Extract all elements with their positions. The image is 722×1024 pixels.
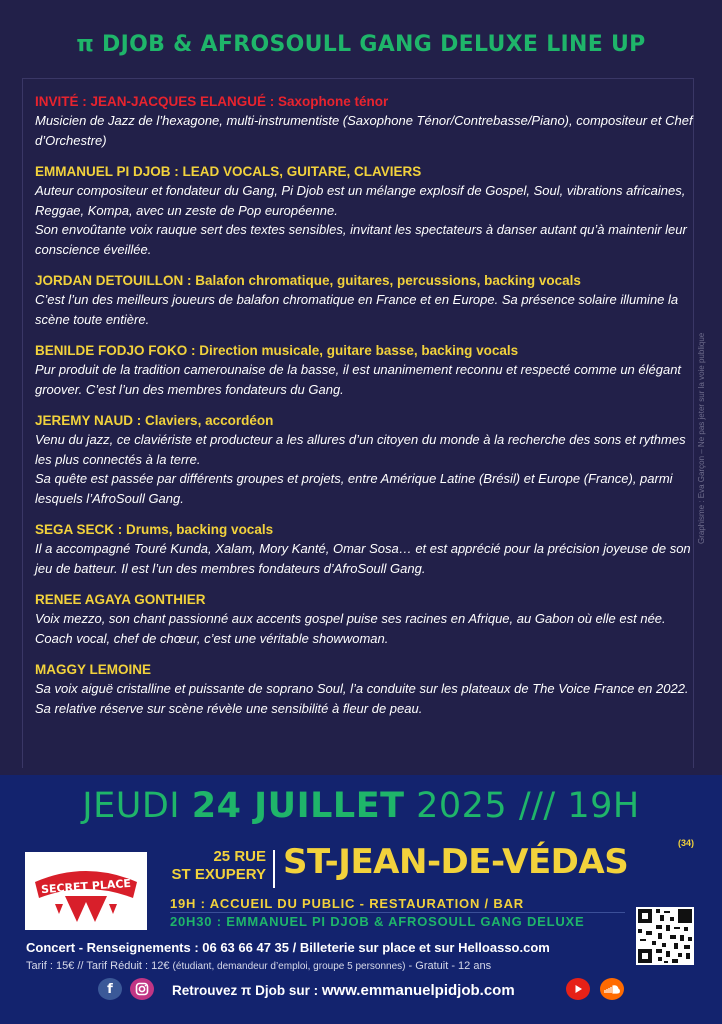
- qr-code-icon: [636, 907, 694, 965]
- description-paragraph: Sa quête est passée par différents groupes et projets, entre Amérique Latine (Brésil) et Europe (France), parmi lesquels l’AfroSoull Gang.: [35, 471, 673, 506]
- description-paragraph: Auteur compositeur et fondateur du Gang, Pi Djob est un mélange explosif de Gospel, Soul, vibrations africaines, Reggae, Kompa, avec un zeste de Pop européenne.: [35, 183, 686, 218]
- member-description: [35, 679, 695, 718]
- member-heading: [35, 341, 695, 360]
- member-entry: [35, 162, 695, 259]
- program-line-2: 20H30 : EMMANUEL PI DJOB & AFROSOULL GANG DELUXE: [170, 914, 585, 929]
- tarif-free: - Gratuit - 12 ans: [405, 960, 492, 972]
- lineup-list: [35, 92, 695, 730]
- facebook-icon[interactable]: f: [98, 978, 122, 1000]
- member-role: : Balafon chromatique, guitares, percussions, backing vocals: [183, 273, 581, 288]
- description-paragraph: Musicien de Jazz de l’hexagone, multi-instrumentiste (Saxophone Ténor/Contrebasse/Piano), compositeur et Chef d’Orchestre): [35, 113, 693, 148]
- description-paragraph: C’est l’un des meilleurs joueurs de balafon chromatique en France et en Europe. Sa présence solaire illumine la scène toute entière.: [35, 292, 679, 327]
- address-divider: [273, 850, 275, 888]
- secret-place-logo: [25, 852, 147, 930]
- address-line-2: ST EXUPERY: [171, 866, 266, 883]
- member-entry: [35, 271, 695, 329]
- member-entry: [35, 92, 695, 150]
- member-role: : Drums, backing vocals: [114, 522, 274, 537]
- date-suffix: 2025 /// 19H: [404, 786, 640, 826]
- member-name: JORDAN DETOUILLON: [35, 273, 184, 288]
- city-name: ST-JEAN-DE-VÉDAS: [283, 842, 629, 882]
- description-paragraph: Venu du jazz, ce claviériste et producteur a les allures d’un citoyen du monde à la recherche des sons et rythmes les plus connectés à la terre.: [35, 432, 686, 467]
- member-entry: [35, 520, 695, 578]
- soundcloud-icon[interactable]: [600, 978, 624, 1000]
- member-name: MAGGY LEMOINE: [35, 662, 152, 677]
- member-description: [35, 290, 695, 329]
- contact-line: Concert - Renseignements : 06 63 66 47 35 / Billeterie sur place et sur Helloasso.com: [26, 940, 550, 955]
- member-entry: [35, 411, 695, 508]
- member-heading: [35, 520, 695, 539]
- member-name: RENEE AGAYA GONTHIER: [35, 592, 206, 607]
- description-paragraph: Son envoûtante voix rauque sert des textes sensibles, invitant les spectateurs à danser autant qu’à maintenir leur conscience éveillée.: [35, 222, 687, 257]
- member-role: : Claviers, accordéon: [133, 413, 274, 428]
- address-line-1: 25 RUE: [213, 848, 266, 865]
- member-heading: [35, 411, 695, 430]
- youtube-icon[interactable]: [566, 978, 590, 1000]
- member-description: [35, 609, 695, 648]
- address: [150, 848, 266, 884]
- credit-text: Graphisme : Eva Garçon – Ne pas jeter sur la voie publique: [697, 332, 706, 544]
- member-role: : Saxophone ténor: [266, 94, 389, 109]
- description-paragraph: Sa voix aiguë cristalline et puissante de soprano Soul, l’a conduite sur les plateaux de The Voice France en 2022. Sa relative réserve sur scène révèle une sensibilité à fleur de peau.: [35, 681, 689, 716]
- logo-text: SECRET PLACE: [40, 876, 132, 897]
- date-prefix: JEUDI: [82, 786, 192, 826]
- instagram-icon[interactable]: [130, 978, 154, 1000]
- member-description: [35, 181, 695, 259]
- website-label: Retrouvez π Djob sur :: [172, 983, 322, 998]
- member-heading: [35, 590, 695, 609]
- member-name: INVITÉ : JEAN-JACQUES ELANGUÉ: [35, 94, 267, 109]
- member-description: [35, 430, 695, 508]
- member-entry: [35, 590, 695, 648]
- department-number: (34): [678, 838, 695, 848]
- description-paragraph: Voix mezzo, son chant passionné aux accents gospel puise ses racines en Afrique, au Gabon où elle est née. Coach vocal, chef de chœur, c’est une véritable showwoman.: [35, 611, 666, 646]
- program-line-1: 19H : ACCUEIL DU PUBLIC - RESTAURATION / BAR: [170, 896, 524, 911]
- member-name: SEGA SECK: [35, 522, 115, 537]
- member-entry: [35, 660, 695, 718]
- description-paragraph: Il a accompagné Touré Kunda, Xalam, Mory Kanté, Omar Sosa… et est apprécié pour la précision joyeuse de son jeu de batteur. Il est l’un des membres fondateurs d’AfroSoull Gang.: [35, 541, 691, 576]
- member-heading: [35, 92, 695, 111]
- member-name: BENILDE FODJO FOKO: [35, 343, 188, 358]
- date-day: 24 JUILLET: [191, 786, 405, 826]
- tarif-detail: (étudiant, demandeur d’emploi, groupe 5 personnes): [172, 961, 406, 972]
- website-url[interactable]: www.emmanuelpidjob.com: [321, 982, 515, 999]
- website-line: [172, 982, 515, 999]
- page-title: π DJOB & AFROSOULL GANG DELUXE LINE UP: [76, 32, 646, 57]
- member-heading: [35, 271, 695, 290]
- member-role: : Direction musicale, guitare basse, backing vocals: [187, 343, 519, 358]
- member-heading: [35, 660, 695, 679]
- member-name: EMMANUEL PI DJOB: [35, 164, 171, 179]
- program-divider: [170, 912, 625, 913]
- event-date: [0, 786, 722, 826]
- member-description: [35, 539, 695, 578]
- description-paragraph: Pur produit de la tradition camerounaise de la basse, il est unanimement reconnu et respecté comme un élégant groover. C’est l’un des membres fondateurs du Gang.: [35, 362, 682, 397]
- member-entry: [35, 341, 695, 399]
- member-name: JEREMY NAUD: [35, 413, 134, 428]
- tarif-line: [26, 960, 491, 972]
- member-role: : LEAD VOCALS, GUITARE, CLAVIERS: [170, 164, 422, 179]
- member-description: [35, 360, 695, 399]
- member-description: [35, 111, 695, 150]
- tarif-main: Tarif : 15€ // Tarif Réduit : 12€: [26, 960, 173, 972]
- member-heading: [35, 162, 695, 181]
